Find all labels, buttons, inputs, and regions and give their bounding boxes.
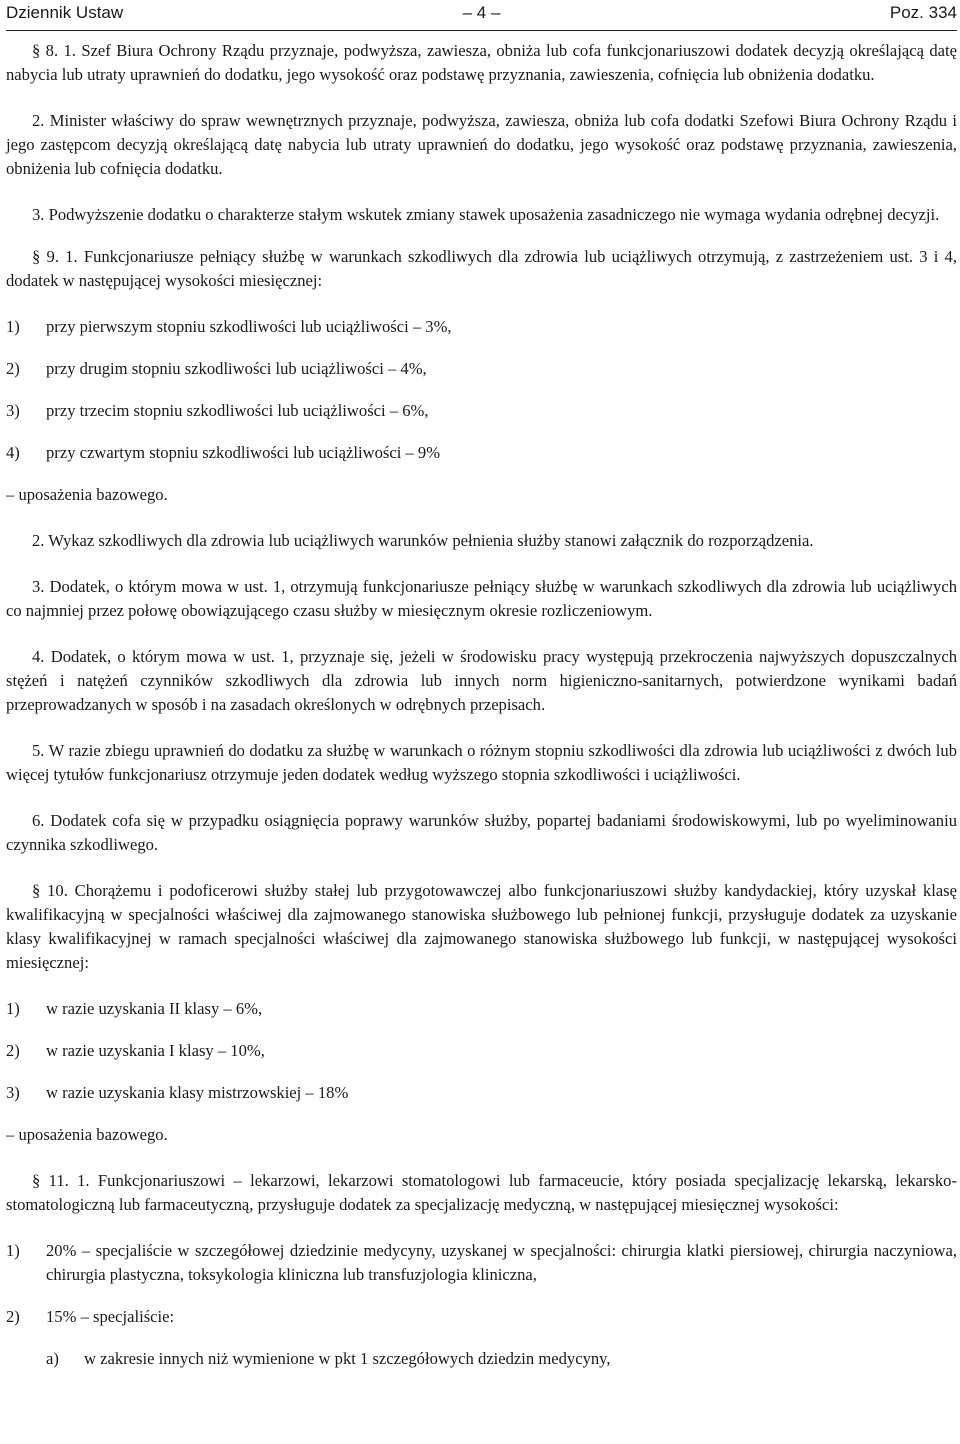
list-text: przy czwartym stopniu szkodliwości lub uciążliwości – 9% xyxy=(46,443,441,462)
sub-list-text: w zakresie innych niż wymienione w pkt 1 szczegółowych dziedzin medycyny, xyxy=(84,1349,611,1368)
paragraph-9-6: 6. Dodatek cofa się w przypadku osiągnięcia poprawy warunków służby, popartej badaniami środowiskowymi, lub po wyeliminowaniu czynnika szkodliwego. xyxy=(6,811,957,854)
paragraph-10: § 10. Chorążemu i podoficerowi służby stałej lub przygotowawczej albo funkcjonariuszowi służby kandydackiej, który uzyskał klasę kwalifikacyjną w specjalności właściwej dla zajmowanego stanowiska służbowego lub pełnionej funkcji, przysługuje dodatek za uzyskanie klasy kwalifikacyjnej w ramach specjalności właściwej dla zajmowanego stanowiska służbowego lub funkcji, w następującej wysokości miesięcznej: xyxy=(6,881,957,972)
list-item xyxy=(6,1081,957,1105)
list-text: przy drugim stopniu szkodliwości lub uciążliwości – 4%, xyxy=(46,359,427,378)
paragraph-9-4: 4. Dodatek, o którym mowa w ust. 1, przyznaje się, jeżeli w środowisku pracy występują przekroczenia najwyższych dopuszczalnych stężeń i natężeń czynników szkodliwych dla zdrowia lub innych norm higieniczno-sanitarnych, potwierdzone wynikami badań przeprowadzanych w sposób i na zasadach określonych w odrębnych przepisach. xyxy=(6,647,957,714)
list-tail: – uposażenia bazowego. xyxy=(6,1125,168,1144)
list-item xyxy=(6,399,957,423)
page-number: – 4 – xyxy=(462,3,501,22)
sub-list-letter: a) xyxy=(46,1349,59,1368)
list-number: 2) xyxy=(6,1307,20,1326)
list-number: 3) xyxy=(6,1083,20,1102)
list-text: 15% – specjaliście: xyxy=(46,1307,175,1326)
list-number: 1) xyxy=(6,317,20,336)
item-position: Poz. 334 xyxy=(889,3,957,22)
list-number: 1) xyxy=(6,1241,20,1260)
list-number: 2) xyxy=(6,1041,20,1060)
list-item xyxy=(6,357,957,381)
list-text: w razie uzyskania II klasy – 6%, xyxy=(46,999,263,1018)
list-text: przy trzecim stopniu szkodliwości lub uciążliwości – 6%, xyxy=(46,401,429,420)
list-text: w razie uzyskania I klasy – 10%, xyxy=(46,1041,265,1060)
paragraph-8-3: 3. Podwyższenie dodatku o charakterze stałym wskutek zmiany stawek uposażenia zasadniczego nie wymaga wydania odrębnej decyzji. xyxy=(32,205,940,224)
journal-title: Dziennik Ustaw xyxy=(6,3,124,22)
list-tail: – uposażenia bazowego. xyxy=(6,485,168,504)
list-number: 4) xyxy=(6,443,20,462)
list-number: 1) xyxy=(6,999,20,1018)
paragraph-9-3: 3. Dodatek, o którym mowa w ust. 1, otrzymują funkcjonariusze pełniący służbę w warunkach szkodliwych dla zdrowia lub uciążliwych co najmniej przez połowę obowiązującego czasu służby w miesięcznym okresie rozliczeniowym. xyxy=(6,577,957,620)
list-item xyxy=(6,1039,957,1063)
list-text: 20% – specjaliście w szczegółowej dziedzinie medycyny, uzyskanej w specjalności: chirurgia klatki piersiowej, chirurgia naczyniowa, chirurgia plastyczna, toksykologia kliniczna lub transfuzjologia kliniczna, xyxy=(46,1241,957,1284)
list-number: 3) xyxy=(6,401,20,420)
paragraph-9-5: 5. W razie zbiegu uprawnień do dodatku za służbę w warunkach o różnym stopniu szkodliwości dla zdrowia lub uciążliwości z dwóch lub więcej tytułów funkcjonariusz otrzymuje jeden dodatek według wyższego stopnia szkodliwości i uciążliwości. xyxy=(6,741,957,784)
list-item xyxy=(6,441,957,465)
paragraph-11-1: § 11. 1. Funkcjonariuszowi – lekarzowi, lekarzowi stomatologowi lub farmaceucie, który posiada specjalizację lekarską, lekarsko-stomatologiczną lub farmaceutyczną, przysługuje dodatek za specjalizację medyczną, w następującej miesięcznej wysokości: xyxy=(6,1171,957,1214)
list-text: w razie uzyskania klasy mistrzowskiej – 18% xyxy=(46,1083,349,1102)
list-item xyxy=(6,1305,957,1329)
paragraph-8-1: § 8. 1. Szef Biura Ochrony Rządu przyznaje, podwyższa, zawiesza, obniża lub cofa funkcjonariuszowi dodatek decyzją określającą datę nabycia lub utraty uprawnień do dodatku, jego wysokość oraz podstawę przyznania, zawieszenia, cofnięcia lub obniżenia dodatku. xyxy=(6,41,957,84)
paragraph-9-1: § 9. 1. Funkcjonariusze pełniący służbę w warunkach szkodliwych dla zdrowia lub uciążliwych otrzymują, z zastrzeżeniem ust. 3 i 4, dodatek w następującej wysokości miesięcznej: xyxy=(6,247,957,290)
paragraph-8-2: 2. Minister właściwy do spraw wewnętrznych przyznaje, podwyższa, zawiesza, obniża lub cofa dodatki Szefowi Biura Ochrony Rządu i jego zastępcom decyzją określającą datę nabycia lub utraty uprawnień do dodatku, jego wysokość oraz podstawę przyznania, zawieszenia, obniżenia lub cofnięcia dodatku. xyxy=(6,111,957,178)
list-item xyxy=(6,1239,957,1287)
list-number: 2) xyxy=(6,359,20,378)
document-body xyxy=(6,31,957,1371)
sub-list-item xyxy=(6,1347,957,1371)
paragraph-9-2: 2. Wykaz szkodliwych dla zdrowia lub uciążliwych warunków pełnienia służby stanowi załącznik do rozporządzenia. xyxy=(32,531,814,550)
list-text: przy pierwszym stopniu szkodliwości lub uciążliwości – 3%, xyxy=(46,317,452,336)
page-header xyxy=(6,0,957,31)
list-item xyxy=(6,997,957,1021)
list-item xyxy=(6,315,957,339)
